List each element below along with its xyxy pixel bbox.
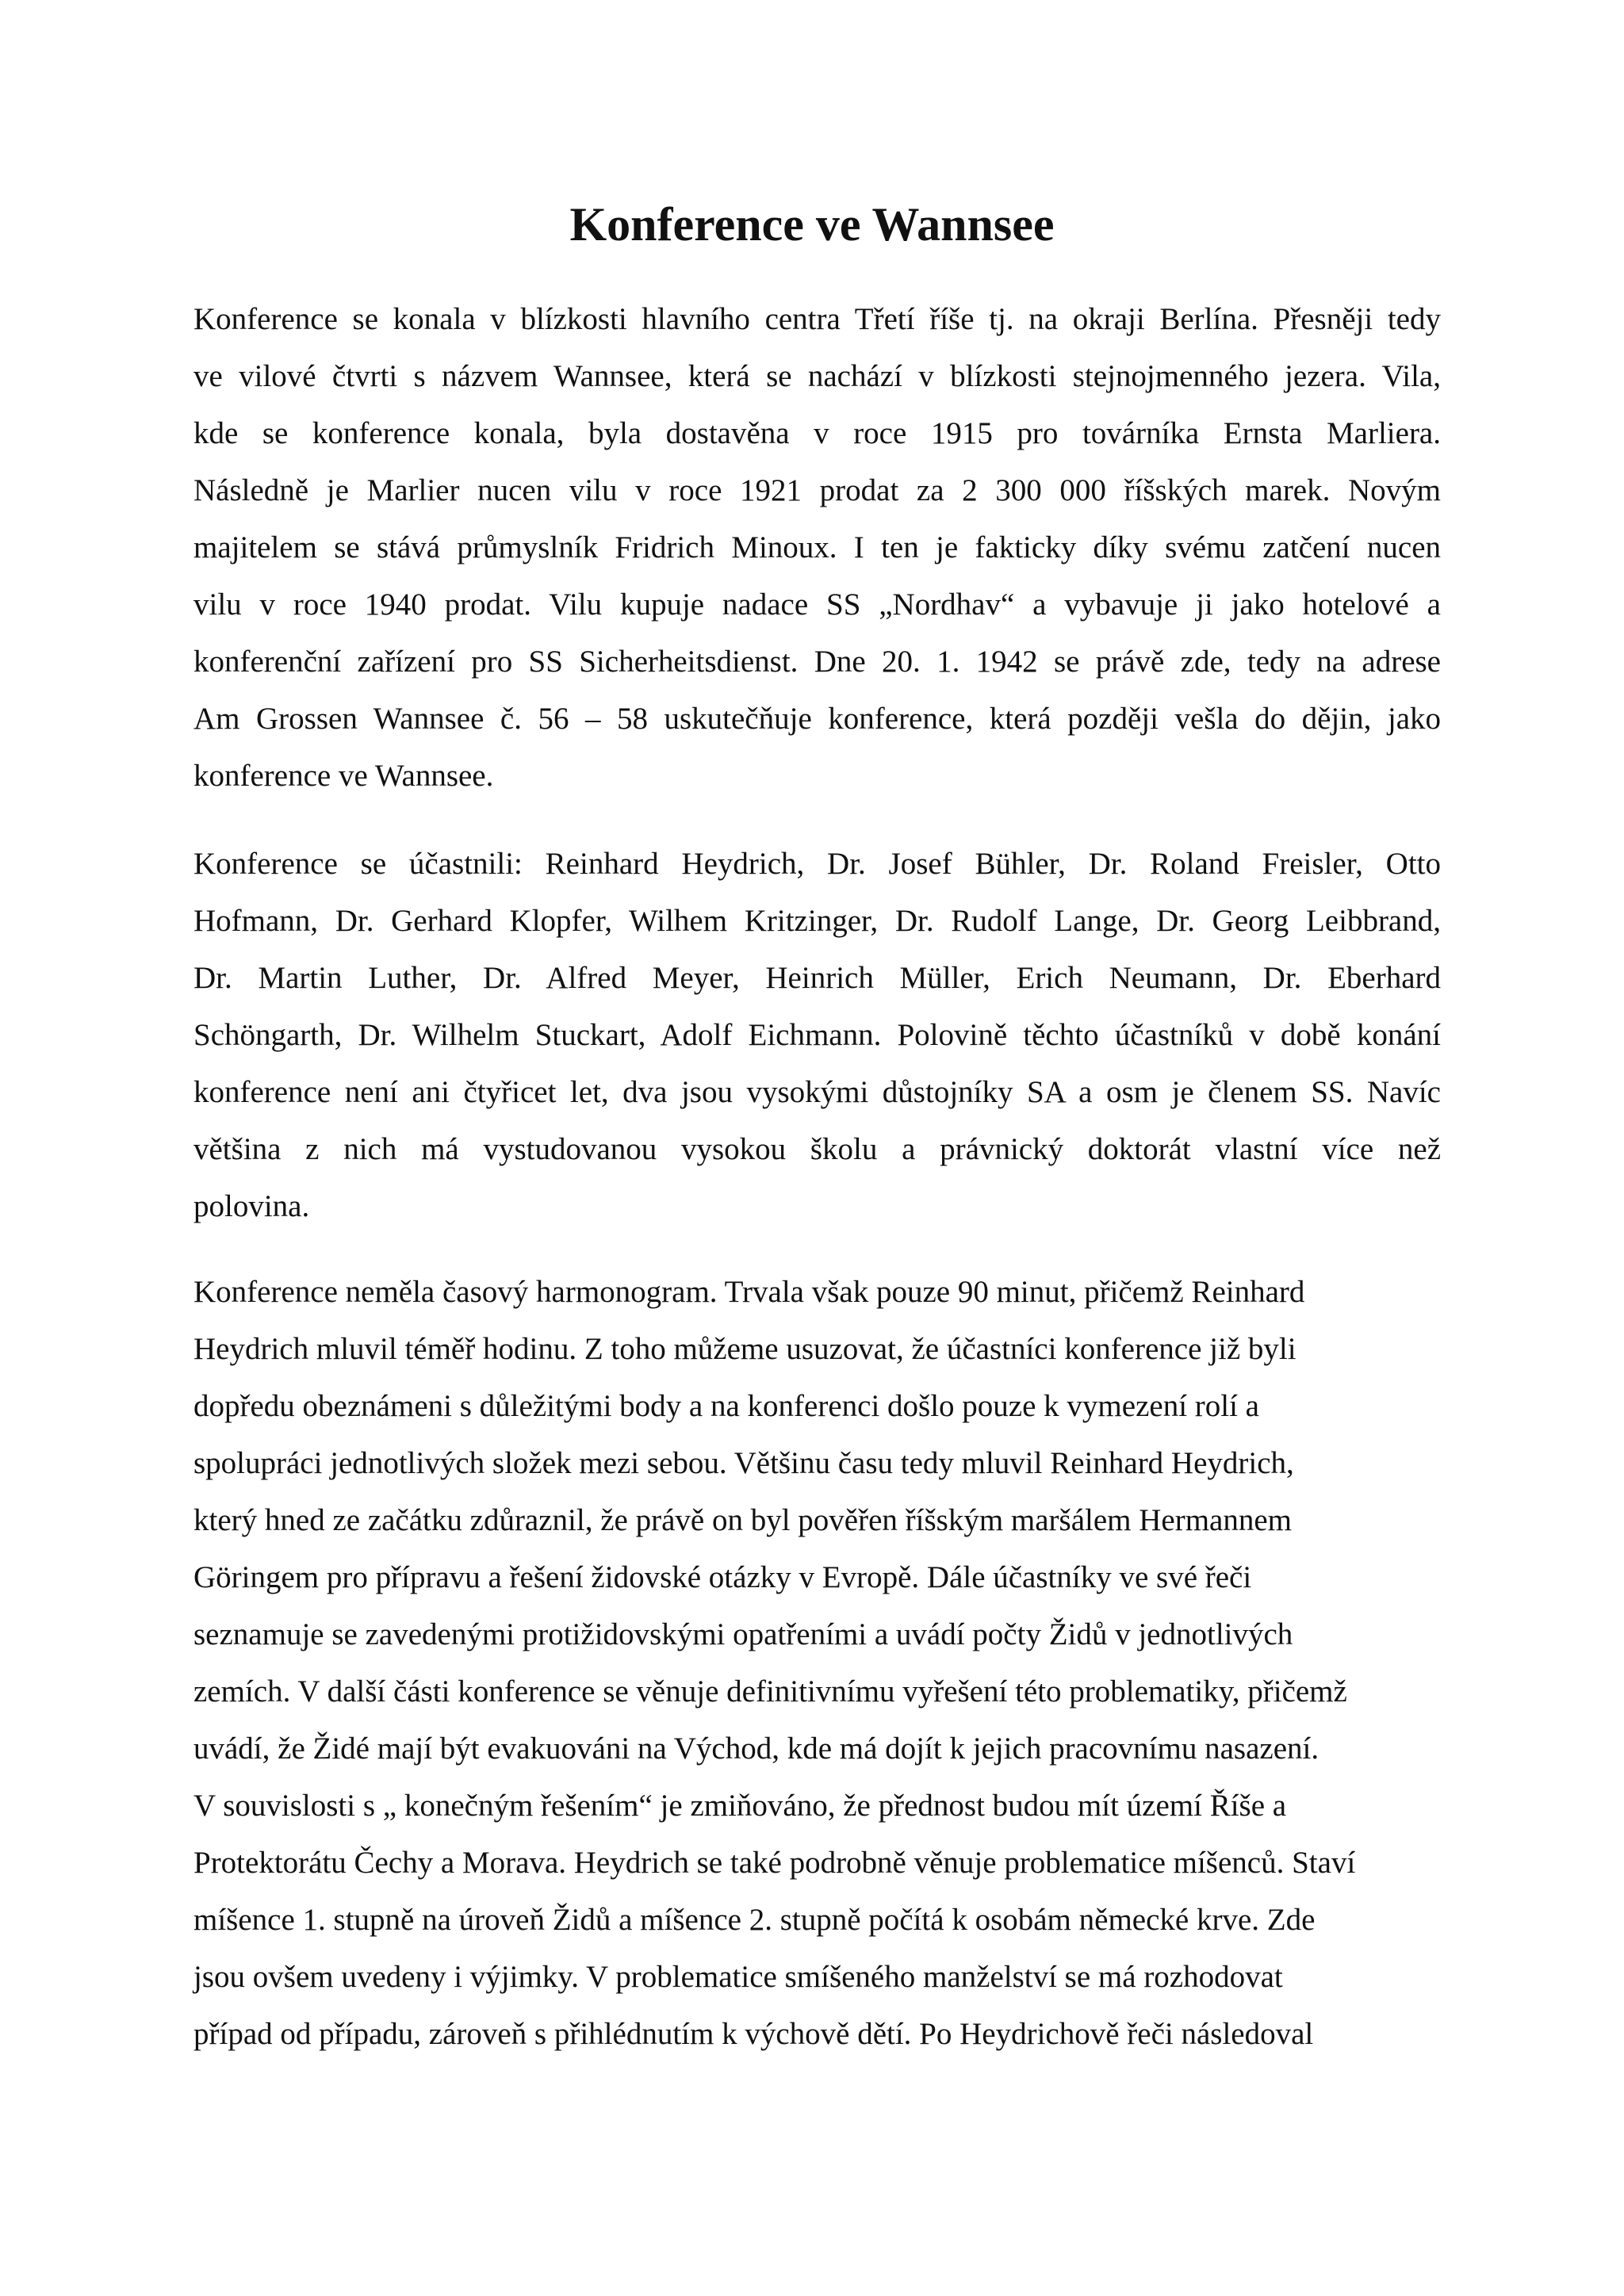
text-line: konferenční zařízení pro SS Sicherheitsdienst. Dne 20. 1. 1942 se právě zde, tedy na adrese xyxy=(193,645,1441,679)
text-line: Am Grossen Wannsee č. 56 – 58 uskutečňuje konference, která později vešla do dějin, jako xyxy=(193,702,1441,736)
paragraph-location xyxy=(193,291,1441,805)
text-line: Dr. Martin Luther, Dr. Alfred Meyer, Heinrich Müller, Erich Neumann, Dr. Eberhard xyxy=(193,961,1441,995)
text-line: kde se konference konala, byla dostavěna v roce 1915 pro továrníka Ernsta Marliera. xyxy=(193,416,1441,450)
text-line: většina z nich má vystudovanou vysokou školu a právnický doktorát vlastní více než xyxy=(193,1132,1441,1166)
text-line: dopředu obeznámeni s důležitými body a na konferenci došlo pouze k vymezení rolí a xyxy=(193,1389,1259,1423)
page-title: Konference ve Wannsee xyxy=(569,198,1055,251)
text-line: Schöngarth, Dr. Wilhelm Stuckart, Adolf Eichmann. Polovině těchto účastníků v době konání xyxy=(193,1018,1441,1052)
text-line: spolupráci jednotlivých složek mezi sebou. Většinu času tedy mluvil Reinhard Heydrich, xyxy=(193,1446,1294,1480)
text-line: seznamuje se zavedenými protižidovskými opatřeními a uvádí počty Židů v jednotlivých xyxy=(193,1617,1293,1651)
text-line: míšence 1. stupně na úroveň Židů a míšence 2. stupně počítá k osobám německé krve. Zde xyxy=(193,1903,1316,1937)
text-line: konference ve Wannsee. xyxy=(193,759,494,793)
text-line: který hned ze začátku zdůraznil, že právě on byl pověřen říšským maršálem Hermannem xyxy=(193,1503,1293,1537)
text-line: případ od případu, zároveň s přihlédnutím k výchově dětí. Po Heydrichově řeči následoval xyxy=(193,2017,1314,2051)
text-line: konference není ani čtyřicet let, dva jsou vysokými důstojníky SA a osm je členem SS. Navíc xyxy=(193,1075,1441,1109)
text-line: vilu v roce 1940 prodat. Vilu kupuje nadace SS „Nordhav“ a vybavuje ji jako hotelové a xyxy=(193,587,1441,622)
text-line: polovina. xyxy=(193,1189,310,1223)
text-line: Konference se účastnili: Reinhard Heydrich, Dr. Josef Bühler, Dr. Roland Freisler, Otto xyxy=(193,847,1441,881)
text-line: zemích. V další části konference se věnuje definitivnímu vyřešení této problematiky, přičemž xyxy=(193,1674,1347,1709)
text-line: majitelem se stává průmyslník Fridrich Minoux. I ten je fakticky díky svému zatčení nucen xyxy=(193,530,1441,564)
text-line: uvádí, že Židé mají být evakuováni na Východ, kde má dojít k jejich pracovnímu nasazení. xyxy=(193,1732,1320,1766)
paragraph-participants xyxy=(193,836,1441,1235)
text-line: Konference se konala v blízkosti hlavního centra Třetí říše tj. na okraji Berlína. Přesněji tedy xyxy=(193,302,1441,336)
text-line: Hofmann, Dr. Gerhard Klopfer, Wilhem Kritzinger, Dr. Rudolf Lange, Dr. Georg Leibbrand, xyxy=(193,904,1441,938)
paragraph-proceedings xyxy=(193,1264,1441,2063)
text-line: ve vilové čtvrti s názvem Wannsee, která se nachází v blízkosti stejnojmenného jezera. Vila, xyxy=(193,359,1441,393)
text-line: Následně je Marlier nucen vilu v roce 1921 prodat za 2 300 000 říšských marek. Novým xyxy=(193,473,1441,507)
text-line: Protektorátu Čechy a Morava. Heydrich se také podrobně věnuje problematice míšenců. Staví xyxy=(193,1846,1356,1880)
text-line: Göringem pro přípravu a řešení židovské otázky v Evropě. Dále účastníky ve své řeči xyxy=(193,1560,1252,1594)
text-line: V souvislosti s „ konečným řešením“ je zmiňováno, že přednost budou mít území Říše a xyxy=(193,1789,1287,1823)
text-line: Konference neměla časový harmonogram. Trvala však pouze 90 minut, přičemž Reinhard xyxy=(193,1275,1305,1309)
text-line: jsou ovšem uvedeny i výjimky. V problematice smíšeného manželství se má rozhodovat xyxy=(193,1960,1283,1994)
text-line: Heydrich mluvil téměř hodinu. Z toho můžeme usuzovat, že účastníci konference již byli xyxy=(193,1332,1297,1366)
